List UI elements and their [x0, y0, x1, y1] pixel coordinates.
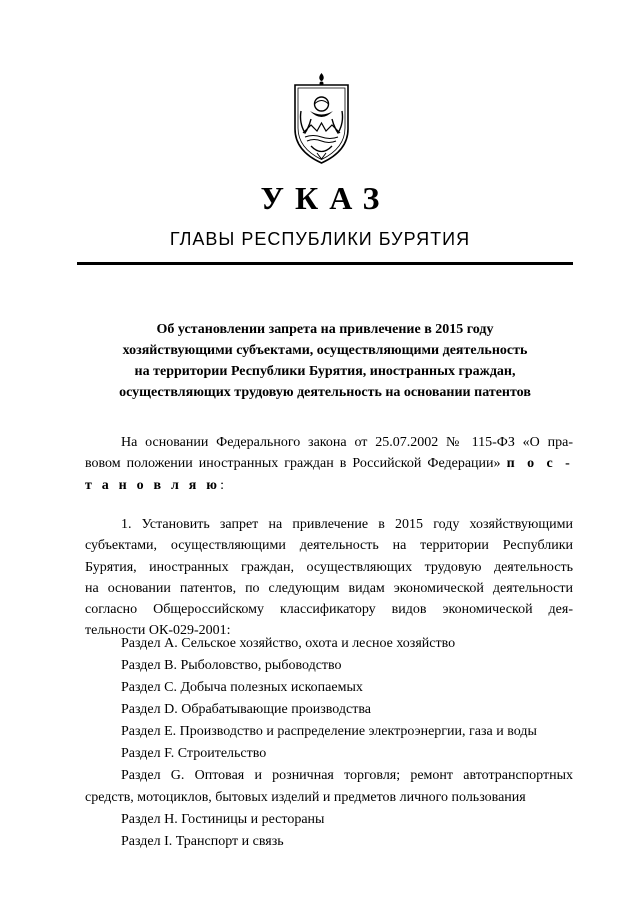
document-title-line: Об установлении запрета на привлечение в 2015 году: [156, 322, 494, 337]
document-title-line: на территории Республики Бурятия, иностранных граждан,: [134, 364, 516, 379]
postanovlyayu-start: п о с -: [506, 456, 574, 472]
paragraph-1: [85, 514, 573, 642]
intro-colon: :: [220, 477, 225, 493]
intro-line-text: вовом положении иностранных граждан в Российской Федерации»: [85, 456, 501, 472]
document-title-line: осуществляющих трудовую деятельность на основании патентов: [119, 385, 531, 400]
document-title-line: хозяйствующими субъектами, осуществляющими деятельность: [122, 343, 528, 358]
section-d: Раздел D. Обрабатывающие производства: [121, 702, 371, 717]
section-b: Раздел В. Рыболовство, рыбоводство: [121, 658, 342, 673]
intro-line: [85, 453, 573, 474]
intro-paragraph: [85, 432, 573, 496]
buryatia-coat-of-arms-icon: [289, 71, 354, 166]
paragraph-line: тельности ОК-029-2001:: [85, 623, 231, 639]
header-divider: [77, 262, 573, 265]
paragraph-line: на основании патентов, по следующим видам экономической деятельности: [85, 580, 573, 596]
section-i: Раздел I. Транспорт и связь: [121, 834, 284, 849]
decree-title: УКАЗ: [260, 180, 391, 216]
paragraph-line: 1. Установить запрет на привлечение в 2015 году хозяйствующими: [121, 517, 573, 532]
section-h: Раздел Н. Гостиницы и рестораны: [121, 812, 325, 827]
section-e: Раздел Е. Производство и распределение электроэнергии, газа и воды: [121, 724, 537, 739]
section-g: Раздел G. Оптовая и розничная торговля; ремонт автотранспортных: [121, 768, 573, 783]
section-f: Раздел F. Строительство: [121, 746, 267, 761]
document-title: [77, 319, 573, 403]
section-c: Раздел С. Добыча полезных ископаемых: [121, 680, 363, 695]
sections-list: [85, 633, 573, 853]
paragraph-line: Бурятия, иностранных граждан, осуществляющих трудовую деятельность: [85, 559, 573, 575]
section-g-continued: средств, мотоциклов, бытовых изделий и предметов личного пользования: [85, 790, 526, 805]
section-a: Раздел А. Сельское хозяйство, охота и лесное хозяйство: [121, 636, 456, 651]
intro-line: [85, 475, 573, 496]
postanovlyayu-end: т а н о в л я ю: [85, 477, 221, 493]
paragraph-line: согласно Общероссийскому классификатору видов экономической дея-: [85, 602, 573, 618]
issuer-subtitle: ГЛАВЫ РЕСПУБЛИКИ БУРЯТИЯ: [169, 229, 471, 249]
intro-line: На основании Федерального закона от 25.07.2002 № 115-ФЗ «О пра-: [121, 435, 573, 450]
paragraph-line: субъектами, осуществляющими деятельность на территории Республики: [85, 538, 573, 554]
